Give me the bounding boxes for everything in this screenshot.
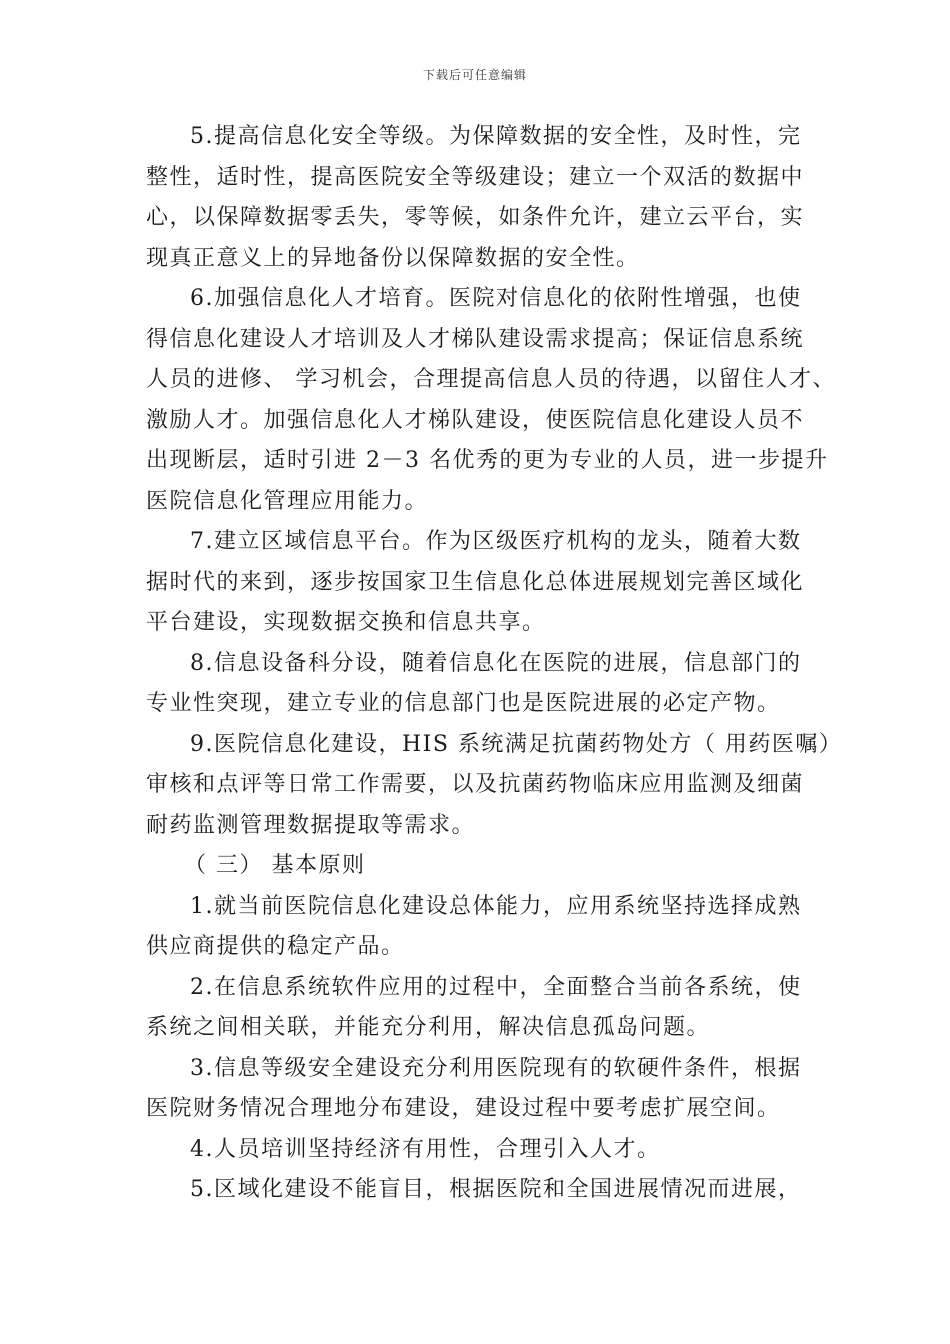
text-line: 4.人员培训坚持经济有用性，合理引入人才。	[190, 1136, 661, 1162]
text-line: 现真正意义上的异地备份以保障数据的安全性。	[146, 245, 640, 271]
text-line: 得信息化建设人才培训及人才梯队建设需求提高；保证信息系统	[146, 326, 805, 352]
text-line: 激励人才。加强信息化人才梯队建设，使医院信息化建设人员不	[146, 407, 805, 433]
text-line: 6.加强信息化人才培育。医院对信息化的依附性增强，也使	[190, 286, 802, 311]
text-line: 人员的进修、 学习机会，合理提高信息人员的待遇，以留住人才、	[146, 367, 836, 392]
text-line: 耐药监测管理数据提取等需求。	[146, 812, 476, 838]
text-line: 据时代的来到，逐步按国家卫生信息化总体进展规划完善区域化	[146, 569, 805, 595]
text-line: 系统之间相关联，并能充分利用，解决信息孤岛问题。	[146, 1015, 711, 1040]
text-line: 3.信息等级安全建设充分利用医院现有的软硬件条件，根据	[190, 1055, 802, 1081]
text-line: 出现断层，适时引进 2－3 名优秀的更为专业的人员，进一步提升	[146, 448, 829, 473]
text-line: 7.建立区域信息平台。作为区级医疗机构的龙头，随着大数	[190, 529, 802, 554]
text-line: 9.医院信息化建设，HIS 系统满足抗菌药物处方（ 用药医嘱）	[190, 731, 843, 757]
text-line: 医院信息化管理应用能力。	[146, 488, 429, 514]
text-line: 整性，适时性，提高医院安全等级建设；建立一个双活的数据中	[146, 164, 805, 190]
text-line: 供应商提供的稳定产品。	[146, 934, 405, 959]
section-heading: （ 三） 基本原则	[184, 853, 366, 878]
text-line: 5.区域化建设不能盲目，根据医院和全国进展情况而进展，	[190, 1177, 802, 1202]
document-body	[146, 117, 843, 1211]
text-line: 医院财务情况合理地分布建设，建设过程中要考虑扩展空间。	[146, 1096, 781, 1121]
text-line: 2.在信息系统软件应用的过程中，全面整合当前各系统，使	[190, 974, 802, 1000]
page-header: 下载后可任意编辑	[422, 68, 527, 82]
text-line: 平台建设，实现数据交换和信息共享。	[146, 610, 546, 635]
text-line: 专业性突现，建立专业的信息部门也是医院进展的必定产物。	[146, 691, 781, 716]
text-line: 心，以保障数据零丢失，零等候，如条件允许，建立云平台，实	[146, 205, 805, 230]
text-line: 审核和点评等日常工作需要，以及抗菌药物临床应用监测及细菌	[146, 772, 805, 797]
text-line: 5.提高信息化安全等级。为保障数据的安全性，及时性，完	[190, 124, 802, 149]
text-line: 8.信息设备科分设，随着信息化在医院的进展，信息部门的	[190, 650, 802, 676]
text-line: 1.就当前医院信息化建设总体能力，应用系统坚持选择成熟	[190, 893, 802, 919]
